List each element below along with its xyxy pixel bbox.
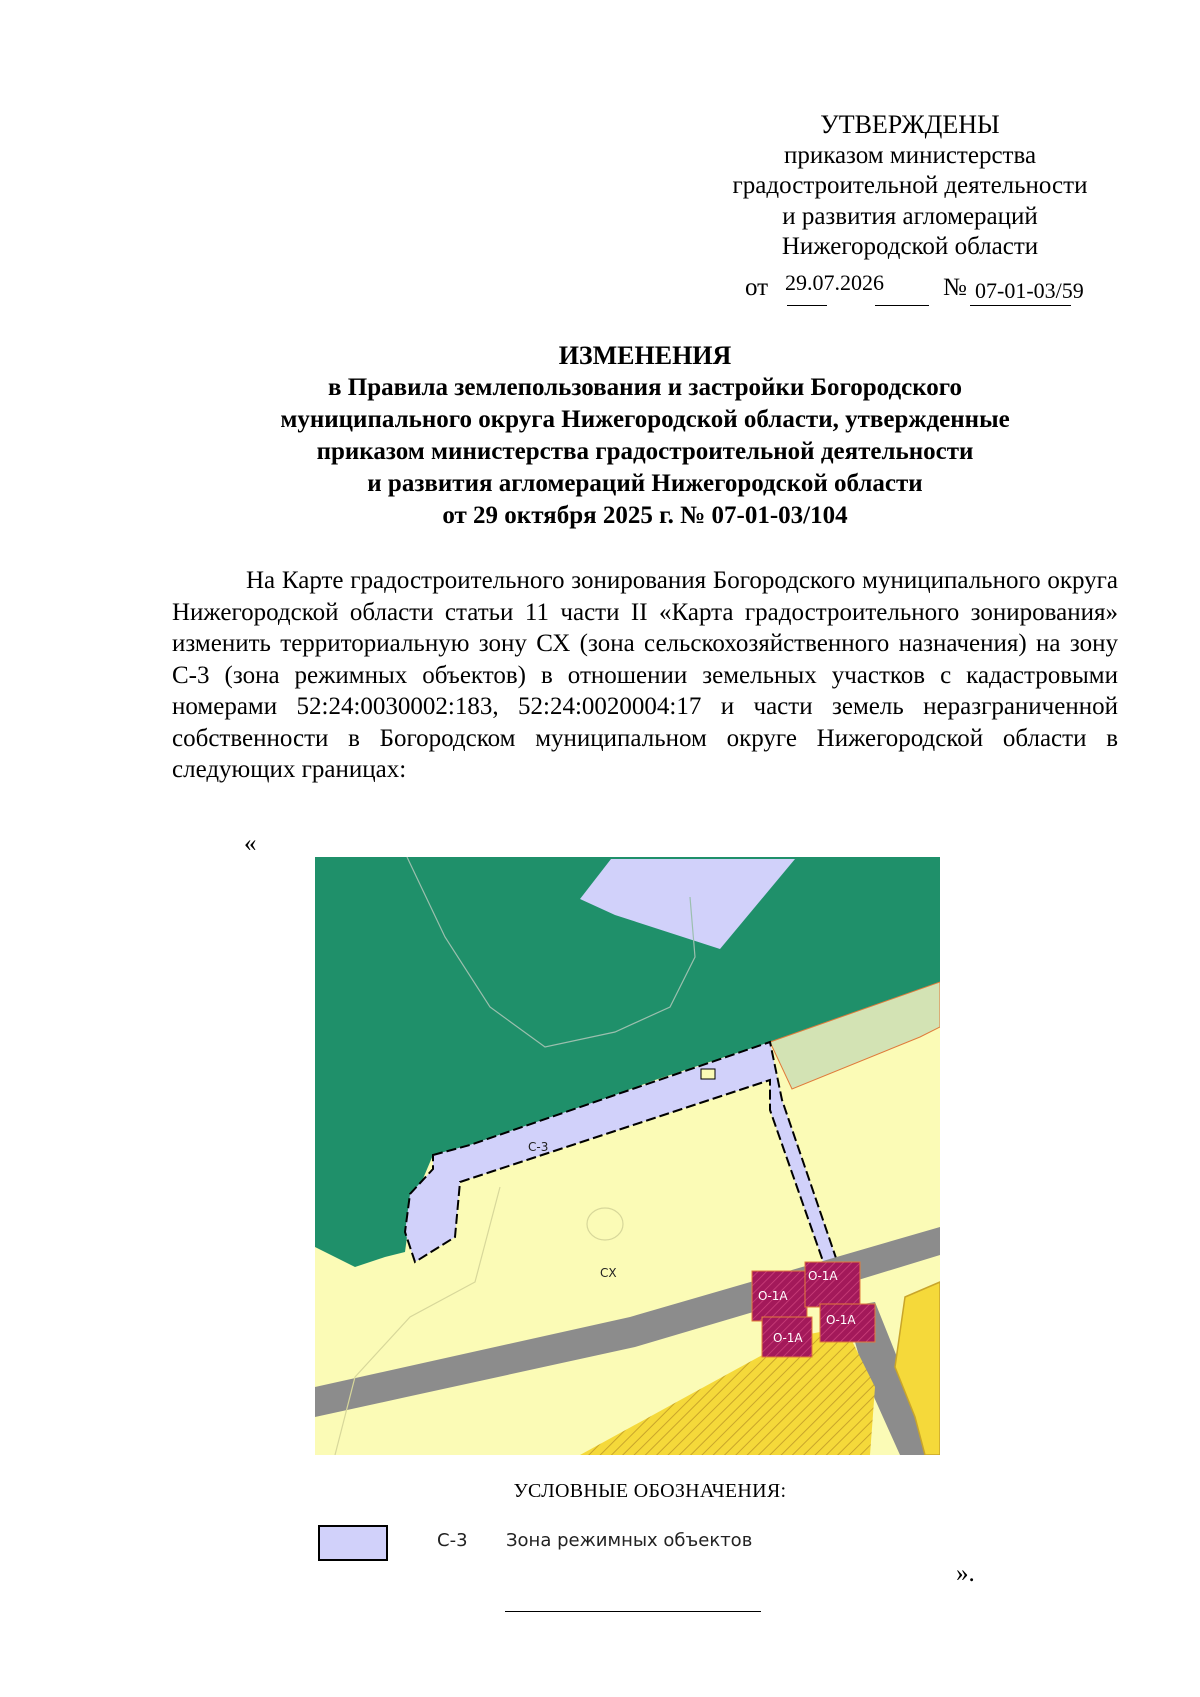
order-number: 07-01-03/59 — [975, 278, 1084, 303]
heading-line-2: муниципального округа Нижегородской области, утвержденные — [280, 406, 1010, 433]
legend-swatch-c3 — [318, 1525, 388, 1561]
order-date: 29.07.2026 — [785, 270, 884, 295]
map-label-c3: С-3 — [528, 1140, 549, 1154]
map-label-o1a-1: О-1А — [808, 1269, 838, 1283]
footer-divider — [505, 1611, 761, 1612]
date-underline — [787, 305, 827, 306]
zoning-map — [315, 857, 940, 1455]
closing-quote: ». — [956, 1560, 975, 1587]
map-label-o1a-4: О-1А — [773, 1331, 803, 1345]
legend-title: УСЛОВНЫЕ ОБОЗНАЧЕНИЯ: — [513, 1480, 787, 1502]
map-label-o1a-3: О-1А — [826, 1313, 856, 1327]
heading-line-5: от 29 октября 2025 г. № 07-01-03/104 — [442, 502, 848, 529]
approval-line-4: Нижегородской области — [781, 233, 1039, 260]
heading-line-3: приказом министерства градостроительной деятельности — [316, 438, 974, 465]
number-underline — [970, 305, 1071, 306]
heading-line-1: в Правила землепользования и застройки Богородского — [328, 374, 962, 401]
document-heading — [150, 340, 1140, 532]
approval-line-2: градостроительной деятельности — [732, 172, 1088, 199]
opening-quote: « — [244, 830, 257, 857]
body-paragraph: На Карте градостроительного зонирования Богородского муниципального округа Нижегородской области статьи 11 части II «Карта градостроительного зонирования» изменить территориальную зону СХ (зона сельскохозяйственного назначения) на зону С-3 (зона режимных объектов) в отношении земельных участков с кадастровыми номерами 52:24:0030002:183, 52:24:0020004:17 и части земель неразграниченной собственности в Богородском муниципальном округе Нижегородской области в следующих границах: — [172, 567, 1118, 783]
map-label-o1a-2: О-1А — [758, 1289, 788, 1303]
heading-title: ИЗМЕНЕНИЯ — [558, 341, 732, 370]
legend-code: С-3 — [437, 1530, 468, 1551]
approval-title: УТВЕРЖДЕНЫ — [820, 110, 1000, 139]
small-structure — [701, 1069, 715, 1079]
heading-line-4: и развития агломераций Нижегородской области — [367, 470, 923, 497]
approval-line-1: приказом министерства — [783, 141, 1037, 169]
date-underline-2 — [875, 305, 929, 306]
from-label: от — [745, 274, 769, 301]
map-label-cx: СХ — [600, 1266, 617, 1280]
number-label: № — [943, 274, 967, 301]
approval-line-3: и развития агломераций — [782, 202, 1038, 230]
approval-block — [680, 110, 1140, 263]
legend-name: Зона режимных объектов — [506, 1530, 753, 1551]
